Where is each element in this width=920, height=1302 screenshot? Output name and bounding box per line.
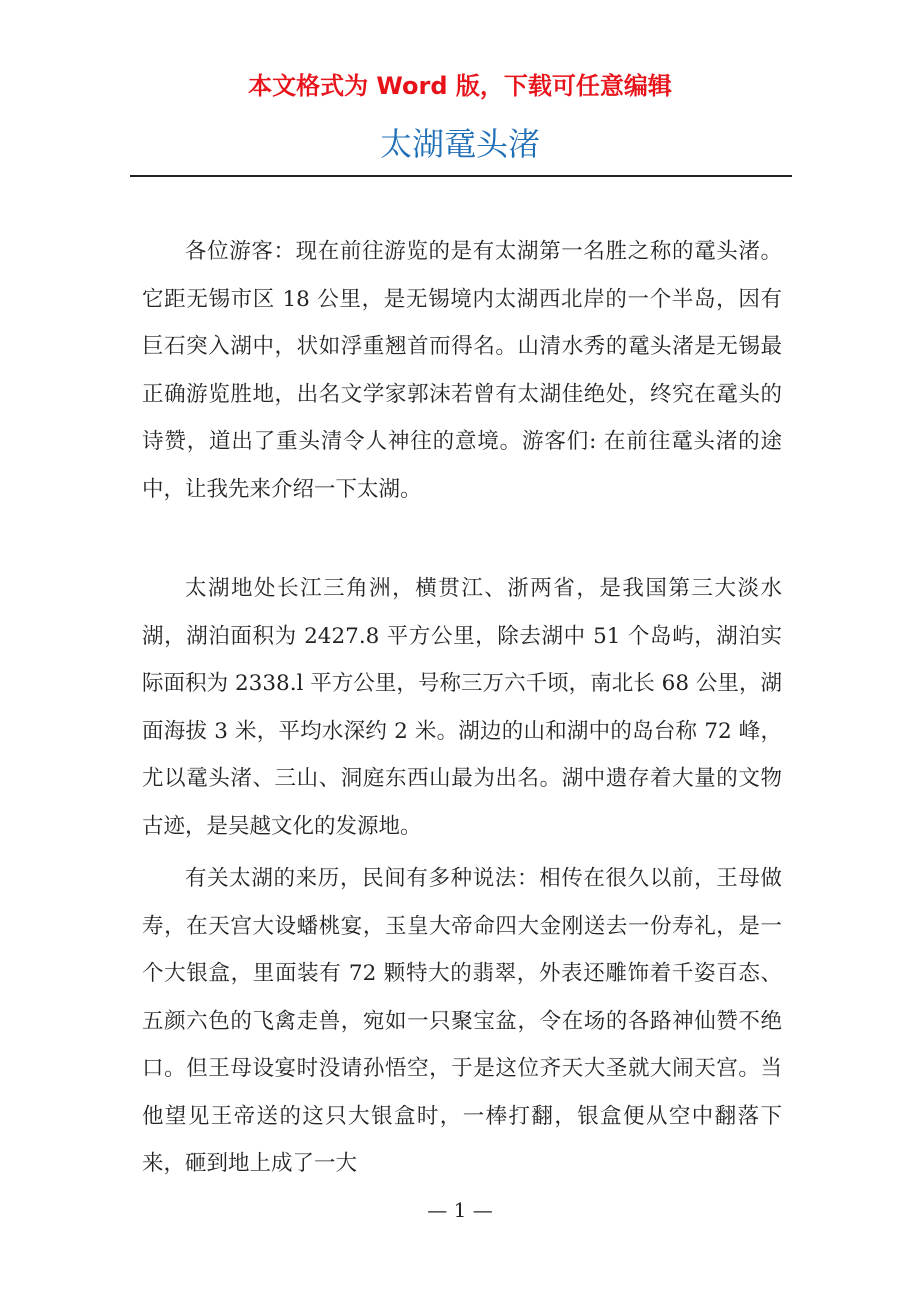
format-notice: 本文格式为 Word 版，下载可任意编辑 bbox=[248, 72, 672, 100]
paragraph-taihu-legend: 有关太湖的来历，民间有多种说法：相传在很久以前，王母做寿，在天宫大设蟠桃宴，玉皇大帝命四大金刚送去一份寿礼，是一个大银盒，里面装有 72 颗特大的翡翠，外表还雕饰着千姿百态、五颜六色的飞禽走兽，宛如一只聚宝盆，令在场的各路神仙赞不绝口。但王母设宴时没请孙悟空，于是这位齐天大圣就大闹天宫。当他望见王帝送的这只大银盒时，一棒打翻，银盒便从空中翻落下来，砸到地上成了一大 bbox=[142, 866, 782, 1176]
title-divider bbox=[130, 175, 792, 177]
page-number: — 1 — bbox=[427, 1198, 493, 1222]
page-title: 太湖鼋头渚 bbox=[379, 125, 540, 163]
paragraph-taihu-overview: 太湖地处长江三角洲，横贯江、浙两省，是我国第三大淡水湖，湖泊面积为 2427.8 平方公里，除去湖中 51 个岛屿，湖泊实际面积为 2338.l 平方公里，号称三万六千顷，南北长 68 公里，湖面海拔 3 米，平均水深约 2 米。湖边的山和湖中的岛台称 72 峰，尤以鼋头渚、三山、洞庭东西山最为出名。湖中遗存着大量的文物古迹，是吴越文化的发源地。 bbox=[142, 576, 782, 839]
paragraph-intro: 各位游客：现在前往游览的是有太湖第一名胜之称的鼋头渚。它距无锡市区 18 公里，是无锡境内太湖西北岸的一个半岛，因有巨石突入湖中，状如浮重翘首而得名。山清水秀的鼋头渚是无锡最正确游览胜地，出名文学家郭沫若曾有太湖佳绝处，终究在鼋头的诗赞，道出了重头清令人神往的意境。游客们: 在前往鼋头渚的途中，让我先来介绍一下太湖。 bbox=[142, 239, 782, 502]
